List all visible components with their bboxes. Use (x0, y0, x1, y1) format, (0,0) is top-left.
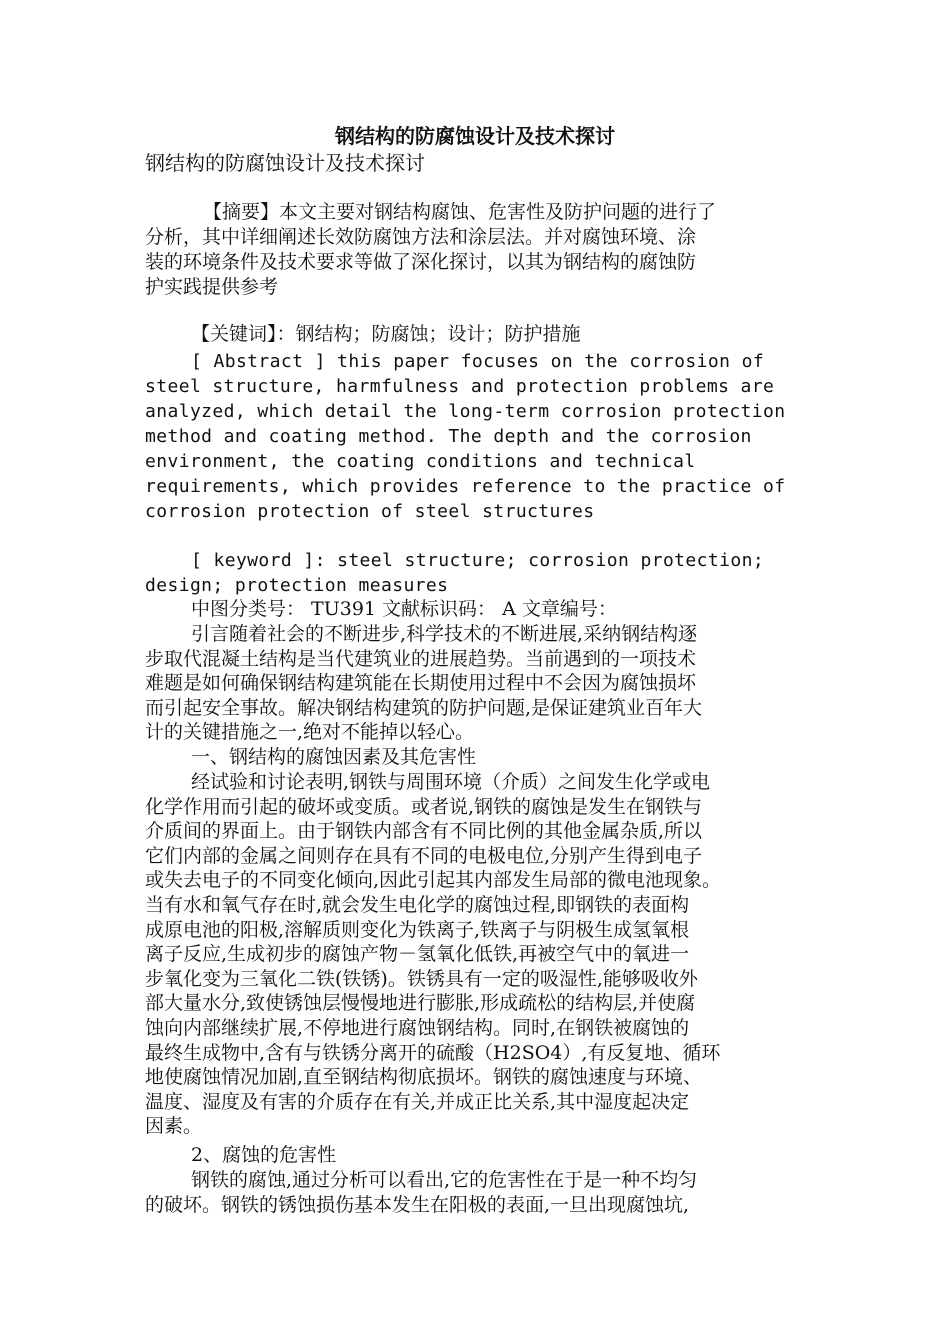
keywords-en-line: design; protection measures (145, 575, 449, 596)
section1-body-line: 它们内部的金属之间则存在具有不同的电极电位,分别产生得到电子 (145, 844, 703, 867)
section1-body-line: 或失去电子的不同变化倾向,因此引起其内部发生局部的微电池现象。 (145, 869, 722, 892)
section1-body-line: 因素。 (145, 1115, 203, 1138)
abstract-en-line: corrosion protection of steel structures (145, 501, 595, 522)
intro-line: 引言随着社会的不断进步,科学技术的不断进展,采纳钢结构逐 (191, 623, 698, 645)
abstract-cn-line: 装的环境条件及技术要求等做了深化探讨，以其为钢结构的腐蚀防 (145, 251, 697, 273)
classification-line: 中图分类号： TU391 文献标识码： A 文章编号： (191, 598, 617, 620)
section1-body-line: 最终生成物中,含有与铁锈分离开的硫酸（H2SO4）,有反复地、循环 (145, 1041, 721, 1064)
abstract-en-line: [ Abstract ] this paper focuses on the corrosion of (191, 351, 765, 372)
abstract-en-line: environment, the coating conditions and technical (145, 451, 696, 472)
section1-body-line: 地使腐蚀情况加剧,直至钢结构彻底损坏。钢铁的腐蚀速度与环境、 (145, 1066, 703, 1089)
section1-body-line: 成原电池的阳极,溶解质则变化为铁离子,铁离子与阴极生成氢氧根 (145, 918, 690, 941)
intro-line: 而引起安全事故。解决钢结构建筑的防护问题,是保证建筑业百年大 (145, 696, 703, 719)
intro-line: 难题是如何确保钢结构建筑能在长期使用过程中不会因为腐蚀损坏 (145, 672, 697, 695)
keywords-en-line: [ keyword ]: steel structure; corrosion protection; (191, 550, 765, 571)
section1-body-line: 蚀向内部继续扩展,不停地进行腐蚀钢结构。同时,在钢铁被腐蚀的 (145, 1017, 690, 1039)
section1-body-line: 当有水和氧气存在时,就会发生电化学的腐蚀过程,即钢铁的表面构 (145, 894, 690, 916)
abstract-en-line: analyzed, which detail the long-term corrosion protection (145, 401, 786, 422)
section1-body-line: 介质间的界面上。由于钢铁内部含有不同比例的其他金属杂质,所以 (145, 820, 703, 843)
section1-body-line: 温度、湿度及有害的介质存在有关,并成正比关系,其中湿度起决定 (145, 1090, 690, 1113)
section2-heading: 2、腐蚀的危害性 (191, 1144, 337, 1166)
section1-body-line: 离子反应,生成初步的腐蚀产物－氢氧化低铁,再被空气中的氧进一 (145, 943, 690, 966)
document-subtitle: 钢结构的防腐蚀设计及技术探讨 (145, 151, 425, 175)
intro-line: 步取代混凝土结构是当代建筑业的进展趋势。当前遇到的一项技术 (145, 647, 697, 670)
section2-body-line: 的破坏。钢铁的锈蚀损伤基本发生在阳极的表面,一旦出现腐蚀坑, (145, 1193, 690, 1216)
abstract-en-line: requirements, which provides reference to the practice of (145, 476, 786, 497)
abstract-cn-line: 【摘要】本文主要对钢结构腐蚀、危害性及防护问题的进行了 (203, 201, 717, 223)
section1-body-line: 部大量水分,致使锈蚀层慢慢地进行膨胀,形成疏松的结构层,并使腐 (145, 992, 696, 1015)
intro-line: 计的关键措施之一,绝对不能掉以轻心。 (145, 721, 475, 744)
section1-body-line: 步氧化变为三氧化二铁(铁锈)。铁锈具有一定的吸湿性,能够吸收外 (145, 967, 698, 990)
abstract-en-line: method and coating method. The depth and the corrosion (145, 426, 752, 447)
section2-body-line: 钢铁的腐蚀,通过分析可以看出,它的危害性在于是一种不均匀 (191, 1169, 698, 1191)
document-title: 钢结构的防腐蚀设计及技术探讨 (335, 124, 615, 148)
section1-body-line: 经试验和讨论表明,钢铁与周围环境（介质）之间发生化学或电 (191, 771, 711, 793)
abstract-cn-line: 分析，其中详细阐述长效防腐蚀方法和涂层法。并对腐蚀环境、涂 (145, 226, 697, 248)
abstract-en-line: steel structure, harmfulness and protection problems are (145, 376, 775, 397)
section1-body-line: 化学作用而引起的破坏或变质。或者说,钢铁的腐蚀是发生在钢铁与 (145, 795, 703, 818)
abstract-cn-line: 护实践提供参考 (145, 276, 279, 298)
keywords-cn: 【关键词】：钢结构；防腐蚀；设计；防护措施 (191, 323, 581, 345)
section1-heading: 一、钢结构的腐蚀因素及其危害性 (191, 746, 477, 768)
